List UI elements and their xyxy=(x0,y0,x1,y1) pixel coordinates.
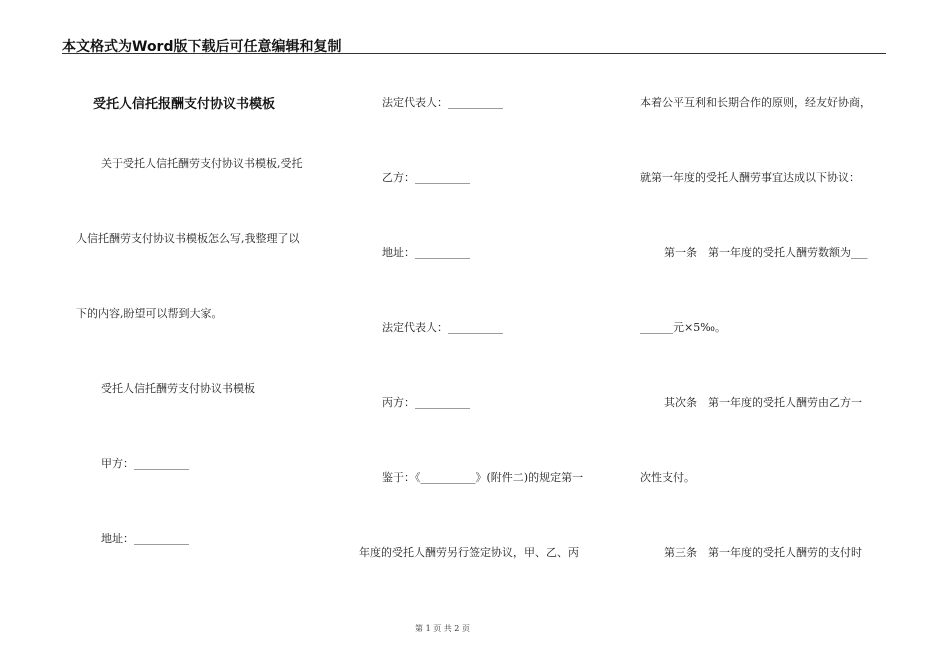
document-header: 本文格式为Word版下载后可任意编辑和复制 xyxy=(62,39,342,55)
article-line: 其次条 第一年度的受托人酬劳由乙方一 xyxy=(664,396,862,409)
party-a-field: 甲方：__________ xyxy=(101,457,189,470)
party-c-field: 丙方：__________ xyxy=(382,396,470,409)
legal-representative-field: 法定代表人：__________ xyxy=(382,321,503,334)
paragraph-line: 下的内容,盼望可以帮到大家。 xyxy=(76,307,223,320)
address-field: 地址：__________ xyxy=(101,532,189,545)
paragraph-line: ______元×5‰。 xyxy=(640,321,726,334)
document-title: 受托人信托报酬支付协议书模板 xyxy=(93,97,276,112)
paragraph-line: 关于受托人信托酬劳支付协议书模板,受托 xyxy=(101,157,303,170)
article-line: 第一条 第一年度的受托人酬劳数额为___ xyxy=(664,246,868,259)
paragraph-line: 就第一年度的受托人酬劳事宜达成以下协议： xyxy=(640,171,860,184)
article-line: 第三条 第一年度的受托人酬劳的支付时 xyxy=(664,546,862,559)
address-field: 地址：__________ xyxy=(382,246,470,259)
legal-representative-field: 法定代表人：__________ xyxy=(382,96,503,109)
paragraph-line: 次性支付。 xyxy=(640,471,695,484)
paragraph-line: 鉴于：《__________》(附件二)的规定第一 xyxy=(382,471,584,484)
paragraph-line: 受托人信托酬劳支付协议书模板 xyxy=(101,382,255,395)
party-b-field: 乙方：__________ xyxy=(382,171,470,184)
header-divider xyxy=(62,53,886,54)
page-number: 第 1 页 共 2 页 xyxy=(415,624,470,633)
paragraph-line: 本着公平互利和长期合作的原则，经友好协商， xyxy=(640,96,871,109)
paragraph-line: 人信托酬劳支付协议书模板怎么写,我整理了以 xyxy=(76,232,300,245)
paragraph-line: 年度的受托人酬劳另行签定协议，甲、乙、丙 xyxy=(359,546,579,559)
